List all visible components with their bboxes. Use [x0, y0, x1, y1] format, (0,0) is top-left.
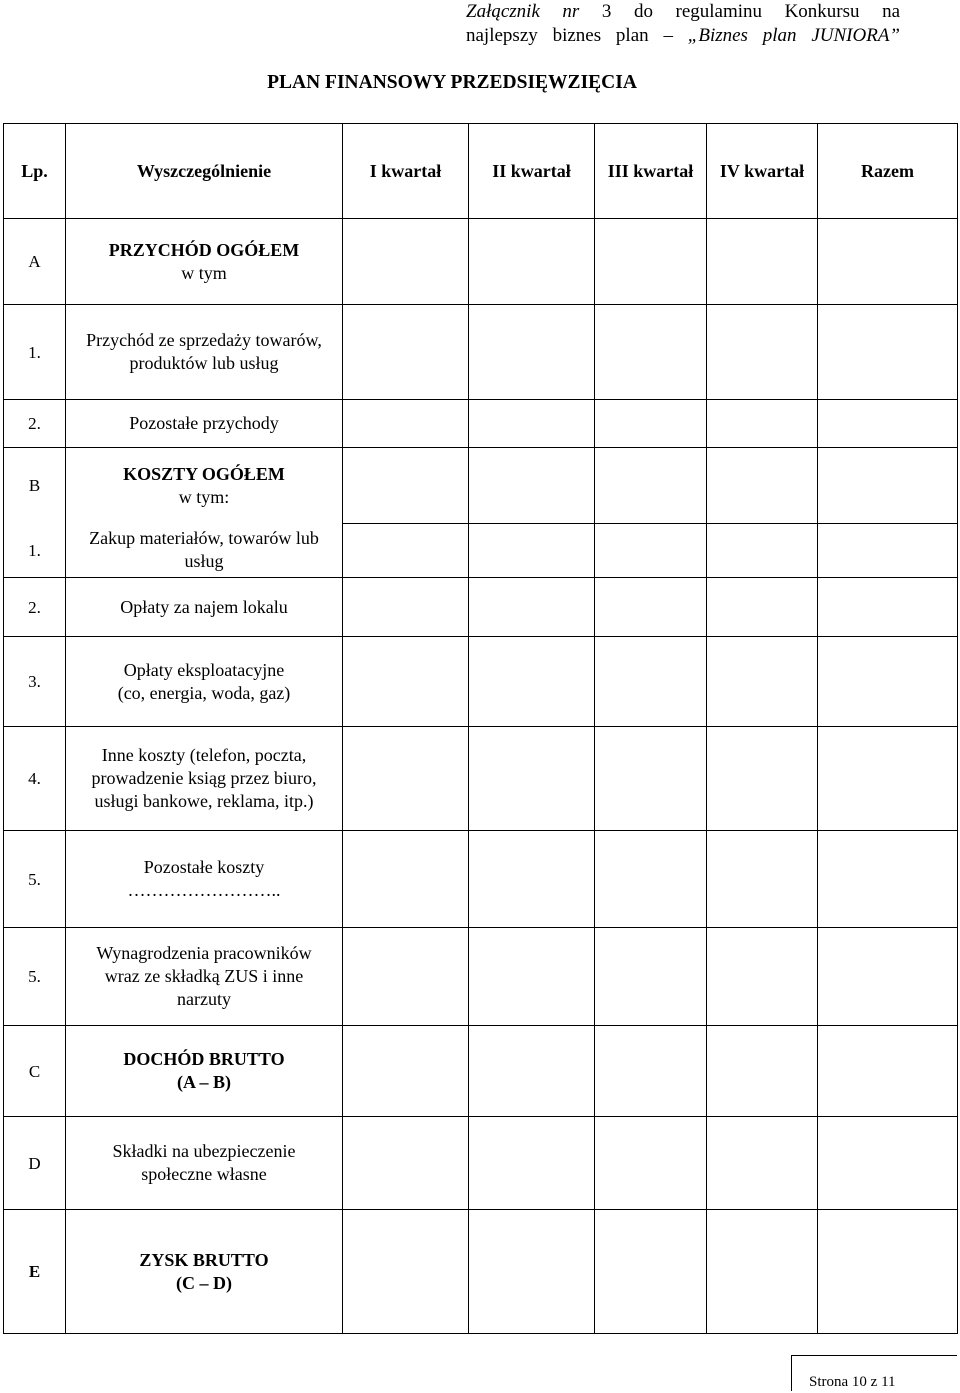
cell-q2[interactable]: [469, 831, 595, 928]
desc-line: Inne koszty (telefon, poczta,: [101, 745, 307, 765]
cell-total[interactable]: [818, 448, 958, 524]
row-desc: [66, 578, 343, 637]
cell-q4[interactable]: [707, 1210, 818, 1334]
row-desc: [66, 305, 343, 400]
cell-q2[interactable]: [469, 928, 595, 1026]
row-desc: [66, 219, 343, 305]
cell-q1[interactable]: [343, 1117, 469, 1210]
page-footer: [791, 1355, 957, 1391]
row-desc: [66, 448, 343, 524]
row-desc: [66, 727, 343, 831]
desc-line: Opłaty eksploatacyjne: [123, 659, 285, 680]
table-row: [4, 1026, 958, 1117]
cell-q3[interactable]: [595, 1026, 707, 1117]
cell-q3[interactable]: [595, 1117, 707, 1210]
cell-total[interactable]: [818, 1210, 958, 1334]
cell-q4[interactable]: [707, 524, 818, 578]
cell-q3[interactable]: [595, 928, 707, 1026]
desc-line: Pozostałe koszty: [143, 857, 265, 877]
cell-total[interactable]: [818, 219, 958, 305]
table-row: [4, 1210, 958, 1334]
desc-line: Pozostałe przychody: [129, 413, 279, 433]
table-row: [4, 831, 958, 928]
cell-q1[interactable]: [343, 400, 469, 448]
cell-q2[interactable]: [469, 637, 595, 727]
table-row: [4, 928, 958, 1026]
cell-q2[interactable]: [469, 1117, 595, 1210]
cell-q2[interactable]: [469, 524, 595, 578]
desc-line: Opłaty za najem lokalu: [120, 596, 288, 617]
desc-line: prowadzenie ksiąg przez biuro,: [91, 768, 317, 788]
table-row: [4, 305, 958, 400]
cell-q1[interactable]: [343, 578, 469, 637]
header-item: Wyszczególnienie: [66, 124, 343, 219]
cell-q1[interactable]: [343, 1026, 469, 1117]
cell-q2[interactable]: [469, 578, 595, 637]
cell-total[interactable]: [818, 578, 958, 637]
cell-total[interactable]: [818, 1117, 958, 1210]
cell-total[interactable]: [818, 727, 958, 831]
cell-q2[interactable]: [469, 1026, 595, 1117]
row-lp: C: [4, 1026, 66, 1117]
row-lp: E: [4, 1210, 66, 1334]
desc-line: DOCHÓD BRUTTO: [123, 1049, 285, 1069]
cell-q1[interactable]: [343, 637, 469, 727]
cell-q2[interactable]: [469, 219, 595, 305]
cell-q4[interactable]: [707, 448, 818, 524]
cell-q2[interactable]: [469, 727, 595, 831]
row-lp: 3.: [4, 637, 66, 727]
table-row: [4, 400, 958, 448]
desc-line: ZYSK BRUTTO: [139, 1249, 269, 1270]
attachment-label: Załącznik nr: [466, 1, 580, 22]
attachment-note: [466, 0, 900, 48]
cell-total[interactable]: [818, 524, 958, 578]
desc-line: Zakup materiałów, towarów lub: [89, 528, 319, 549]
cell-q3[interactable]: [595, 305, 707, 400]
cell-total[interactable]: [818, 637, 958, 727]
row-lp: 5.: [4, 928, 66, 1026]
desc-line: w tym: [181, 262, 227, 283]
desc-line: Składki na ubezpieczenie: [112, 1141, 296, 1161]
cell-q1[interactable]: [343, 928, 469, 1026]
cell-q4[interactable]: [707, 578, 818, 637]
cell-total[interactable]: [818, 831, 958, 928]
desc-line: PRZYCHÓD OGÓŁEM: [108, 239, 300, 260]
table-row: [4, 727, 958, 831]
attachment-text: 3 do regulaminu Konkursu na: [579, 1, 901, 22]
cell-total[interactable]: [818, 928, 958, 1026]
row-lp: B: [4, 448, 66, 524]
row-lp: A: [4, 219, 66, 305]
cell-q1[interactable]: [343, 1210, 469, 1334]
desc-line: ……………………..: [127, 880, 281, 900]
attachment-program-name: „Biznes plan JUNIORA”: [687, 25, 900, 46]
table-row: [4, 578, 958, 637]
cell-q3[interactable]: [595, 448, 707, 524]
row-desc: [66, 928, 343, 1026]
cell-q3[interactable]: [595, 219, 707, 305]
desc-line: wraz ze składką ZUS i inne: [104, 966, 304, 986]
cell-q1[interactable]: [343, 219, 469, 305]
row-lp: 5.: [4, 831, 66, 928]
attachment-line-1: [466, 0, 900, 24]
cell-q4[interactable]: [707, 305, 818, 400]
desc-line: narzuty: [177, 989, 231, 1009]
table-row: [4, 524, 958, 578]
desc-line: (co, energia, woda, gaz): [117, 682, 291, 703]
row-desc: [66, 1026, 343, 1117]
page-title: PLAN FINANSOWY PRZEDSIĘWZIĘCIA: [267, 72, 637, 93]
desc-line: usług: [184, 551, 224, 572]
row-desc: [66, 524, 343, 578]
cell-q2[interactable]: [469, 400, 595, 448]
row-lp: 2.: [4, 578, 66, 637]
desc-line: produktów lub usług: [129, 353, 279, 373]
cell-q4[interactable]: [707, 400, 818, 448]
table-row: [4, 219, 958, 305]
row-lp: 1.: [4, 305, 66, 400]
table-row: [4, 637, 958, 727]
attachment-text-2: najlepszy biznes plan –: [466, 25, 688, 46]
row-lp: D: [4, 1117, 66, 1210]
header-lp: Lp.: [4, 124, 66, 219]
desc-line: (A – B): [177, 1072, 231, 1092]
cell-q1[interactable]: [343, 448, 469, 524]
cell-q4[interactable]: [707, 1117, 818, 1210]
row-desc: [66, 1117, 343, 1210]
table-header-row: [4, 124, 958, 219]
desc-line: KOSZTY OGÓŁEM: [123, 463, 285, 484]
header-total: Razem: [818, 124, 958, 219]
desc-line: w tym:: [178, 486, 230, 507]
cell-q1[interactable]: [343, 831, 469, 928]
cell-q3[interactable]: [595, 578, 707, 637]
row-desc: [66, 831, 343, 928]
cell-q3[interactable]: [595, 831, 707, 928]
header-q3: III kwartał: [595, 124, 707, 219]
cell-q1[interactable]: [343, 524, 469, 578]
desc-line: Przychód ze sprzedaży towarów,: [86, 330, 322, 350]
cell-q4[interactable]: [707, 219, 818, 305]
attachment-line-2: [466, 24, 900, 48]
desc-line: (C – D): [176, 1272, 232, 1293]
row-lp: 2.: [4, 400, 66, 448]
desc-line: usługi bankowe, reklama, itp.): [94, 791, 314, 811]
cell-q4[interactable]: [707, 637, 818, 727]
table-row: [4, 448, 958, 524]
cell-q3[interactable]: [595, 400, 707, 448]
header-q2: II kwartał: [469, 124, 595, 219]
row-desc: [66, 1210, 343, 1334]
cell-q2[interactable]: [469, 1210, 595, 1334]
cell-q3[interactable]: [595, 1210, 707, 1334]
desc-line: Wynagrodzenia pracowników: [96, 943, 312, 963]
cell-q3[interactable]: [595, 524, 707, 578]
cell-q4[interactable]: [707, 1026, 818, 1117]
cell-total[interactable]: [818, 400, 958, 448]
cell-q1[interactable]: [343, 727, 469, 831]
cell-total[interactable]: [818, 1026, 958, 1117]
page-number: Strona 10 z 11: [809, 1374, 896, 1390]
cell-q3[interactable]: [595, 727, 707, 831]
cell-q3[interactable]: [595, 637, 707, 727]
header-q4: IV kwartał: [707, 124, 818, 219]
financial-plan-table: [3, 123, 958, 1334]
cell-q4[interactable]: [707, 727, 818, 831]
row-lp: 4.: [4, 727, 66, 831]
cell-q4[interactable]: [707, 831, 818, 928]
row-desc: [66, 400, 343, 448]
cell-total[interactable]: [818, 305, 958, 400]
cell-q2[interactable]: [469, 305, 595, 400]
row-lp: 1.: [4, 524, 66, 578]
header-q1: I kwartał: [343, 124, 469, 219]
table-row: [4, 1117, 958, 1210]
cell-q4[interactable]: [707, 928, 818, 1026]
cell-q2[interactable]: [469, 448, 595, 524]
desc-line: społeczne własne: [141, 1164, 267, 1184]
cell-q1[interactable]: [343, 305, 469, 400]
row-desc: [66, 637, 343, 727]
